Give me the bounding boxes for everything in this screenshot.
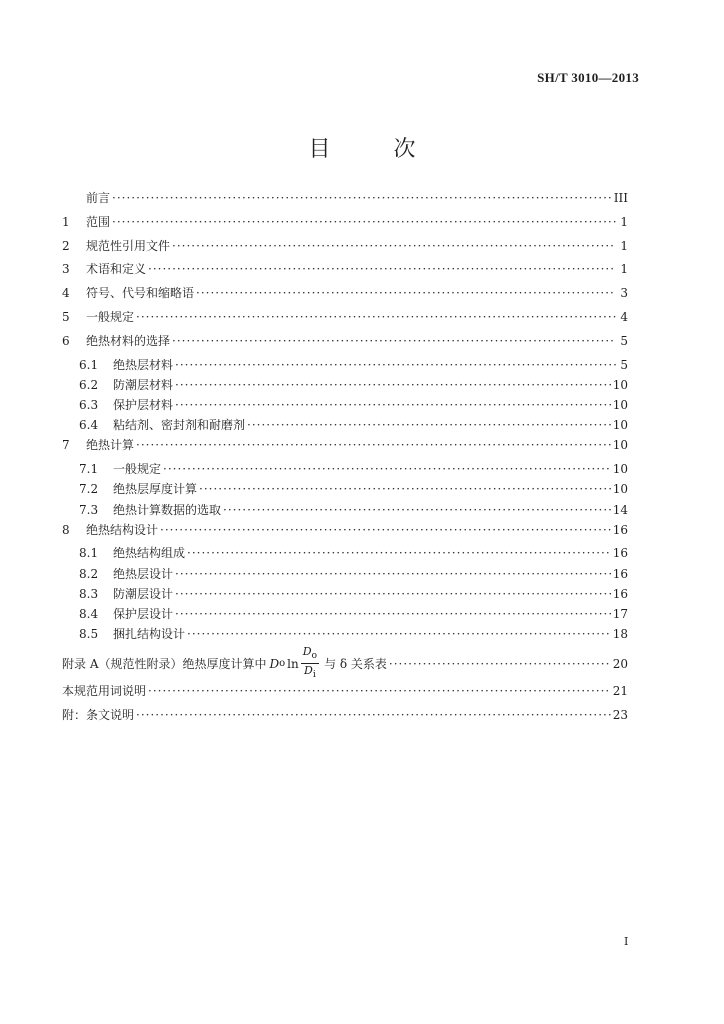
toc-entry-text: 保护层设计	[113, 607, 174, 622]
toc-page-number: 1	[620, 214, 628, 229]
toc-entry-appendix-a[interactable]	[62, 645, 628, 682]
leader-dots	[175, 607, 611, 621]
toc-page-number: 1	[620, 262, 628, 277]
leader-dots	[112, 191, 612, 205]
toc-page-number: 21	[612, 684, 628, 699]
toc-entry-text: 规范性引用文件	[86, 238, 171, 253]
toc-entry-text: 符号、代号和缩略语	[86, 286, 195, 301]
page-number: I	[624, 935, 629, 948]
leader-dots	[389, 657, 611, 671]
toc-section-number: 8.3	[79, 586, 99, 601]
toc-section-number: 2	[62, 238, 70, 253]
toc-page-number: III	[613, 191, 628, 205]
leader-dots	[199, 482, 611, 496]
toc-section-number: 7.3	[79, 502, 99, 517]
toc-entry[interactable]	[62, 213, 628, 237]
toc-section-number: 6.2	[79, 377, 99, 392]
leader-dots	[136, 708, 611, 722]
toc-entry-text: 绝热层厚度计算	[113, 482, 198, 497]
formula-symbol: D	[269, 656, 280, 671]
toc-entry-text: 一般规定	[86, 309, 135, 324]
formula	[269, 645, 321, 682]
toc-subentry[interactable]	[62, 356, 628, 376]
toc-entry[interactable]	[62, 284, 628, 308]
table-of-contents	[62, 189, 628, 730]
toc-section-number: 3	[62, 262, 70, 277]
toc-subentry[interactable]	[62, 565, 628, 585]
leader-dots	[187, 627, 611, 641]
toc-section-number: 8.4	[79, 607, 99, 622]
toc-page-number: 10	[612, 462, 628, 477]
toc-entry[interactable]	[62, 260, 628, 284]
toc-subentry[interactable]	[62, 625, 628, 645]
toc-entry-text: 防潮层材料	[113, 377, 174, 392]
toc-section-number: 5	[62, 309, 70, 324]
toc-page-number: 3	[620, 286, 628, 301]
document-code: SH/T 3010—2013	[537, 70, 639, 85]
toc-entry-text: 捆扎结构设计	[113, 627, 186, 642]
toc-entry-text: 一般规定	[113, 462, 162, 477]
toc-subentry[interactable]	[62, 416, 628, 436]
leader-dots	[148, 684, 611, 698]
toc-page-number: 10	[612, 397, 628, 412]
toc-subentry[interactable]	[62, 585, 628, 605]
toc-section-number: 8.5	[79, 627, 99, 642]
toc-page-number: 1	[620, 238, 628, 253]
toc-page-number: 16	[612, 546, 628, 561]
toc-entry[interactable]	[62, 237, 628, 261]
toc-page-number: 18	[612, 627, 628, 642]
toc-entry-text: 粘结剂、密封剂和耐磨剂	[113, 418, 246, 433]
toc-entry-text: 绝热计算	[86, 438, 135, 453]
toc-entry-text: 范围	[86, 214, 111, 229]
leader-dots	[223, 503, 611, 517]
leader-dots	[136, 438, 611, 452]
toc-entry-text: 绝热层材料	[113, 357, 174, 372]
toc-page-number: 17	[612, 607, 628, 622]
leader-dots	[163, 462, 611, 476]
toc-entry-text: 绝热层设计	[113, 566, 174, 581]
toc-entry-text: 附：条文说明	[62, 708, 135, 723]
leader-dots	[247, 418, 611, 432]
formula-denominator: D	[304, 664, 313, 678]
leader-dots	[148, 262, 616, 276]
toc-entry-text: 防潮层设计	[113, 586, 174, 601]
toc-section-number: 7.2	[79, 482, 99, 497]
toc-subentry[interactable]	[62, 480, 628, 500]
toc-page-number: 16	[612, 566, 628, 581]
toc-entry-text: 本规范用词说明	[62, 684, 147, 699]
toc-page-number: 20	[612, 656, 628, 671]
leader-dots	[196, 286, 616, 300]
toc-page-number: 14	[612, 502, 628, 517]
toc-section-number: 7	[62, 438, 70, 453]
toc-subentry[interactable]	[62, 376, 628, 396]
toc-entry[interactable]	[62, 521, 628, 545]
toc-subentry[interactable]	[62, 501, 628, 521]
leader-dots	[175, 587, 611, 601]
toc-section-number: 8.2	[79, 566, 99, 581]
toc-entry-text: 绝热结构设计	[86, 522, 159, 537]
leader-dots	[175, 358, 616, 372]
leader-dots	[172, 334, 616, 348]
toc-section-number: 4	[62, 286, 70, 301]
toc-entry[interactable]	[62, 189, 628, 213]
leader-dots	[175, 378, 611, 392]
formula-denominator-sub: i	[312, 669, 316, 681]
toc-subentry[interactable]	[62, 544, 628, 564]
toc-entry-text: 绝热计算数据的选取	[113, 502, 222, 517]
toc-entry-usage-terms[interactable]	[62, 682, 628, 706]
formula-fraction	[301, 645, 319, 682]
toc-section-number: 6.1	[79, 357, 99, 372]
toc-page-number: 4	[620, 309, 628, 324]
leader-dots	[136, 310, 616, 324]
toc-entry[interactable]	[62, 308, 628, 332]
toc-entry-text: 绝热结构组成	[113, 546, 186, 561]
toc-page-number: 10	[612, 418, 628, 433]
toc-page-number: 10	[612, 438, 628, 453]
toc-entry-text: 与 δ 关系表	[324, 657, 387, 672]
formula-subscript: o	[279, 658, 286, 670]
toc-list	[62, 189, 628, 645]
toc-entry-text: 前言	[86, 191, 111, 205]
toc-page-number: 5	[620, 357, 628, 372]
toc-entry-text: 保护层材料	[113, 397, 174, 412]
toc-title: 目 次	[308, 137, 444, 162]
leader-dots	[187, 546, 611, 560]
toc-page-number: 16	[612, 586, 628, 601]
toc-section-number: 8.1	[79, 546, 99, 561]
toc-section-number: 6	[62, 333, 70, 348]
formula-numerator-sub: o	[311, 650, 318, 662]
toc-section-number: 6.3	[79, 397, 99, 412]
toc-entry[interactable]	[62, 332, 628, 356]
toc-subentry[interactable]	[62, 605, 628, 625]
toc-entry-text: 术语和定义	[86, 262, 147, 277]
toc-subentry[interactable]	[62, 396, 628, 416]
formula-ln: ln	[287, 656, 299, 671]
toc-section-number: 7.1	[79, 462, 99, 477]
leader-dots	[160, 523, 611, 537]
toc-section-number: 6.4	[79, 418, 99, 433]
toc-page-number: 5	[620, 333, 628, 348]
toc-page-number: 10	[612, 377, 628, 392]
toc-entry-text: 附录 A（规范性附录）绝热厚度计算中	[62, 657, 267, 672]
toc-section-number: 8	[62, 522, 70, 537]
toc-entry[interactable]	[62, 436, 628, 460]
toc-page-number: 23	[612, 708, 628, 723]
toc-page-number: 10	[612, 482, 628, 497]
leader-dots	[175, 567, 611, 581]
toc-section-number: 1	[62, 214, 70, 229]
formula-numerator: D	[302, 645, 312, 659]
toc-subentry[interactable]	[62, 460, 628, 480]
toc-entry-explanation[interactable]	[62, 706, 628, 730]
leader-dots	[175, 398, 611, 412]
leader-dots	[172, 239, 616, 253]
toc-page-number: 16	[612, 522, 628, 537]
toc-entry-text: 绝热材料的选择	[86, 333, 171, 348]
leader-dots	[112, 215, 616, 229]
